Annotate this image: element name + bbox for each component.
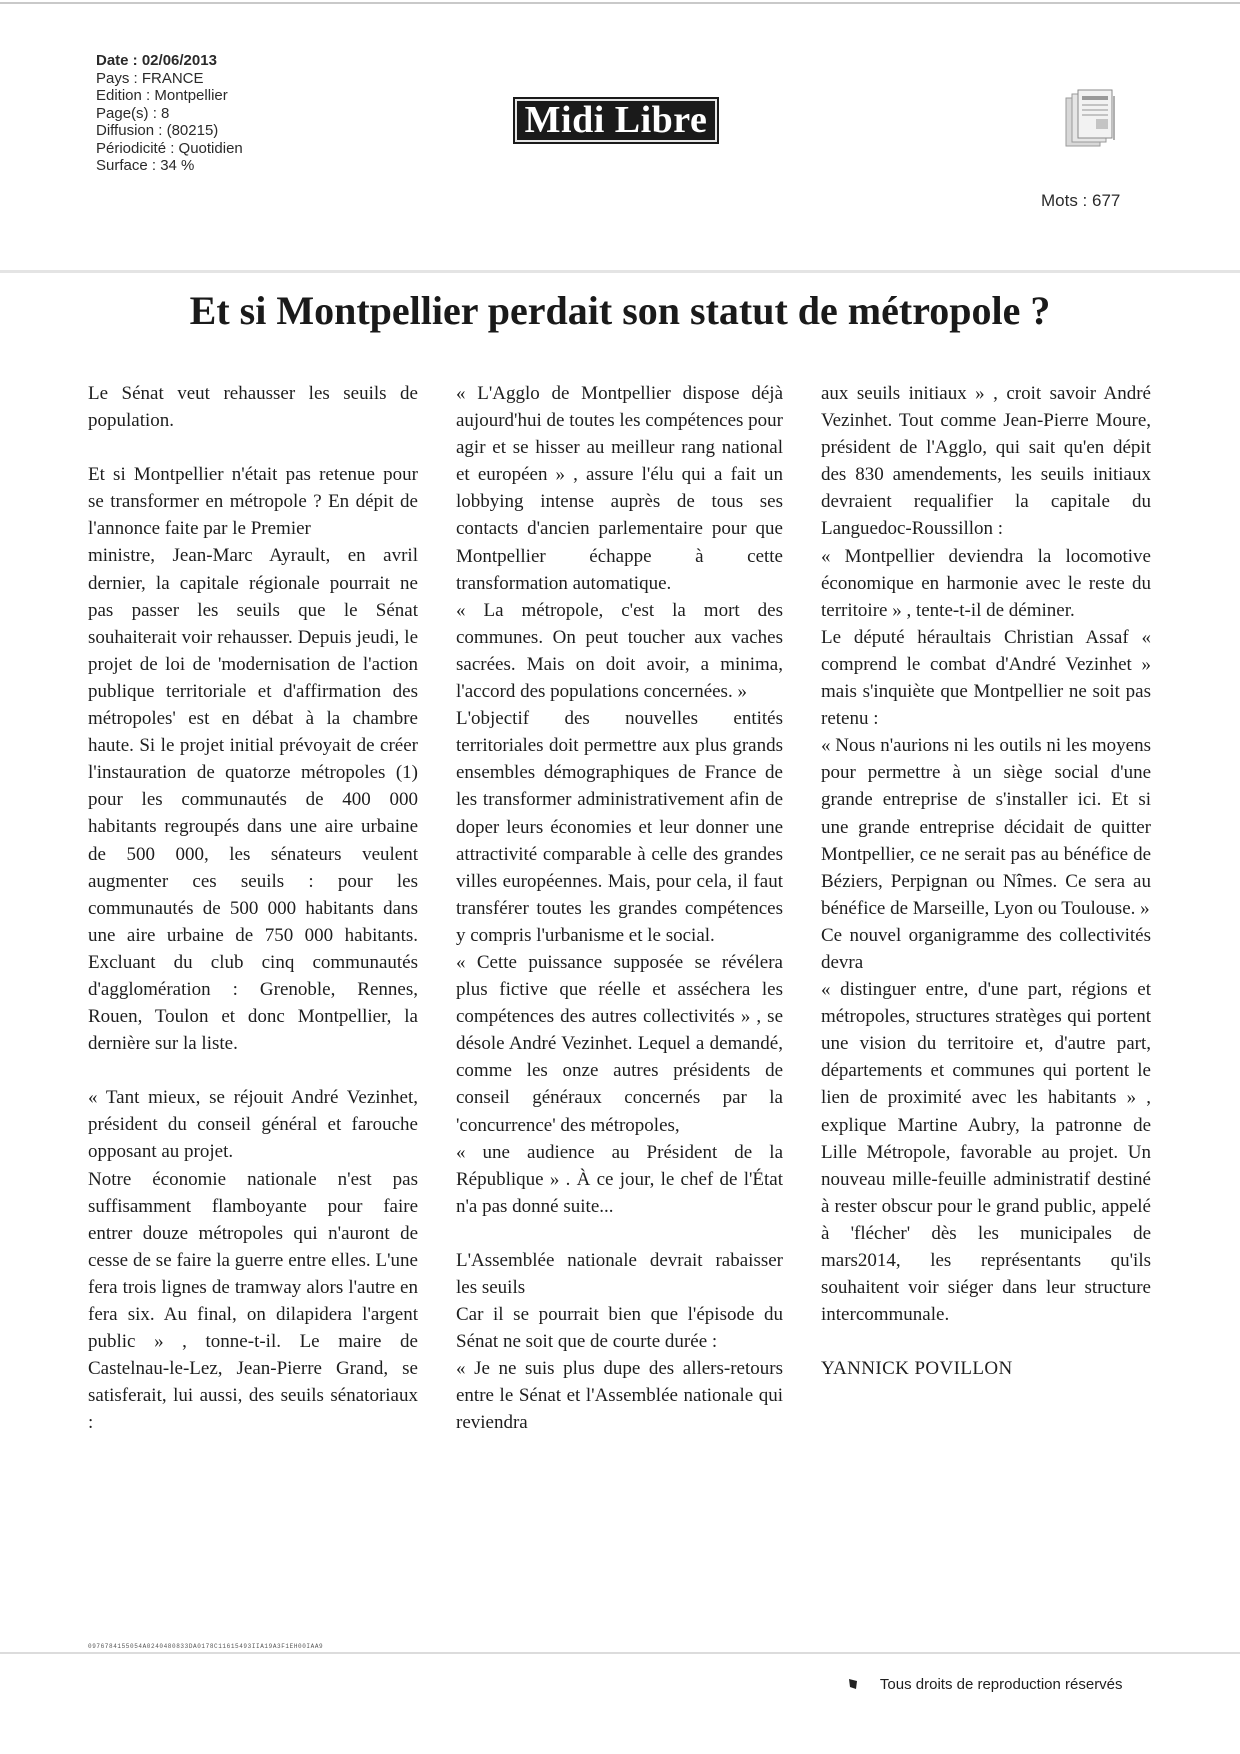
article-paragraph: « Montpellier deviendra la locomotive économique en harmonie avec le reste du territoire » , tente-t-il de déminer. bbox=[821, 545, 1151, 621]
article-paragraph: « distinguer entre, d'une part, régions et métropoles, structures stratèges qui portent une vision du territoire et, d'autre part, départements et communes qui portent le lien de proximité avec les habitants » , explique Martine Aubry, la patronne de Lille Métropole, favorable au projet. Un nouveau mille-feuille administratif destiné à rester obscur pour le grand public, appelé à 'flécher' dès les municipales de mars2014, les représentants qu'ils souhaitent voir siéger dans leur structure intercommunale. bbox=[821, 979, 1151, 1326]
article-paragraph: ministre, Jean-Marc Ayrault, en avril dernier, la capitale régionale pourrait ne pas passer les seuils que le Sénat souhaiterait voir rehausser. Depuis jeudi, le projet de loi de 'modernisation de l'action publique territoriale et d'affirmation des métropoles' est en débat à la chambre haute. Si le projet initial prévoyait de créer l'instauration de quatorze métropoles (1) pour les communautés de 400 000 habitants regroupés dans une aire urbaine de 500 000, les sénateurs veulent augmenter ces seuils : pour les communautés de 500 000 habitants dans une aire urbaine de 750 000 habitants. Excluant du club cinq communautés d'agglomération : Grenoble, Rennes, Rouen, Toulon et donc Montpellier, la dernière sur la liste. bbox=[88, 545, 418, 1055]
footer-rule bbox=[0, 1652, 1240, 1654]
bullet-icon bbox=[848, 1678, 858, 1690]
article-paragraph: « une audience au Président de la République » . À ce jour, le chef de l'État n'a pas donné suite... bbox=[456, 1141, 783, 1217]
article-paragraph: Car il se pourrait bien que l'épisode du Sénat ne soit que de courte durée : bbox=[456, 1304, 783, 1353]
paragraph-gap bbox=[456, 1220, 783, 1247]
article-paragraph: aux seuils initiaux » , croit savoir André Vezinhet. Tout comme Jean-Pierre Moure, président de l'Agglo, qui sait qu'en dépit des 830 amendements, les seuils initiaux devraient requalifier la capitale du Languedoc-Roussillon : bbox=[821, 383, 1151, 540]
word-count: Mots : 677 bbox=[1041, 191, 1121, 210]
meta-circulation: Diffusion : (80215) bbox=[96, 122, 219, 139]
article-paragraph: « Tant mieux, se réjouit André Vezinhet, président du conseil général et farouche opposant au projet. bbox=[88, 1087, 418, 1163]
newspaper-logo: Midi Libre bbox=[513, 97, 719, 144]
article-paragraph: « Nous n'aurions ni les outils ni les moyens pour permettre à un siège social d'une grande entreprise de s'installer ici. Et si une grande entreprise décidait de quitter Montpellier, ce ne serait pas au bénéfice de Béziers, Perpignan ou Nîmes. Ce sera au bénéfice de Marseille, Lyon ou Toulouse. » bbox=[821, 735, 1151, 919]
meta-date: Date : 02/06/2013 bbox=[96, 52, 217, 69]
article-byline: YANNICK POVILLON bbox=[821, 1358, 1013, 1380]
paragraph-gap bbox=[88, 1057, 418, 1084]
clipping-metadata bbox=[96, 52, 243, 175]
meta-surface: Surface : 34 % bbox=[96, 157, 195, 174]
article-column-3 bbox=[821, 380, 1151, 1382]
title-rule bbox=[0, 270, 1240, 273]
paragraph-gap bbox=[88, 434, 418, 461]
article-paragraph: « L'Agglo de Montpellier dispose déjà aujourd'hui de toutes les compétences pour agir et se hisser au meilleur rang national et européen » , assure l'élu qui a fait un lobbying intense auprès de tous ses contacts d'ancien parlementaire pour que Montpellier échappe à cette transformation automatique. bbox=[456, 383, 783, 594]
article-paragraph: L'objectif des nouvelles entités territoriales doit permettre aux plus grands ensembles démographiques de France de les transformer administrativement afin de doper leurs économies et leur donner une attractivité comparable à celle des grandes villes européennes. Mais, pour cela, il faut transférer toutes les grandes compétences y compris l'urbanisme et le social. bbox=[456, 708, 783, 946]
article-paragraph: « Je ne suis plus dupe des allers-retours entre le Sénat et l'Assemblée nationale qui reviendra bbox=[456, 1358, 783, 1434]
copyright-notice bbox=[848, 1676, 1123, 1693]
paragraph-gap bbox=[821, 1328, 1151, 1355]
document-barcode: 0976784155054A0240480833DA0178C11615493IIA19A3F1EH00IAA9 bbox=[88, 1643, 324, 1650]
press-clipping-icon bbox=[1058, 88, 1128, 158]
article-paragraph: Le député héraultais Christian Assaf « comprend le combat d'André Vezinhet » mais s'inquiète que Montpellier ne soit pas retenu : bbox=[821, 626, 1151, 730]
meta-pages: Page(s) : 8 bbox=[96, 104, 170, 122]
article-column-1 bbox=[88, 380, 418, 1436]
copyright-text: Tous droits de reproduction réservés bbox=[879, 1676, 1123, 1693]
article-subheading: L'Assemblée nationale devrait rabaisser les seuils bbox=[456, 1249, 783, 1298]
article-paragraph: Ce nouvel organigramme des collectivités devra bbox=[821, 924, 1151, 973]
meta-country: Pays : FRANCE bbox=[96, 69, 204, 87]
article-paragraph: Notre économie nationale n'est pas suffisamment flamboyante pour faire entrer douze métropoles qui n'auront de cesse de se faire la guerre entre elles. L'une fera trois lignes de tramway alors l'autre en fera six. Au final, on dilapidera l'argent public » , tonne-t-il. Le maire de Castelnau-le-Lez, Jean-Pierre Grand, se satisferait, lui aussi, des seuils sénatoriaux : bbox=[88, 1168, 418, 1434]
article-paragraph: Et si Montpellier n'était pas retenue pour se transformer en métropole ? En dépit de l'annonce faite par le Premier bbox=[88, 464, 418, 540]
article-subtitle: Le Sénat veut rehausser les seuils de population. bbox=[88, 383, 418, 432]
article-paragraph: « La métropole, c'est la mort des communes. On peut toucher aux vaches sacrées. Mais on doit avoir, a minima, l'accord des populations concernées. » bbox=[456, 599, 783, 703]
article-headline: Et si Montpellier perdait son statut de métropole ? bbox=[189, 288, 1051, 333]
article-column-2 bbox=[456, 380, 783, 1437]
top-rule bbox=[0, 2, 1240, 4]
meta-edition: Edition : Montpellier bbox=[96, 87, 228, 104]
article-paragraph: « Cette puissance supposée se révélera plus fictive que réelle et asséchera les compétences des autres collectivités » , se désole André Vezinhet. Lequel a demandé, comme les onze autres présidents de conseil généraux concernés par la 'concurrence' des métropoles, bbox=[456, 951, 783, 1136]
meta-periodicity: Périodicité : Quotidien bbox=[96, 139, 243, 157]
